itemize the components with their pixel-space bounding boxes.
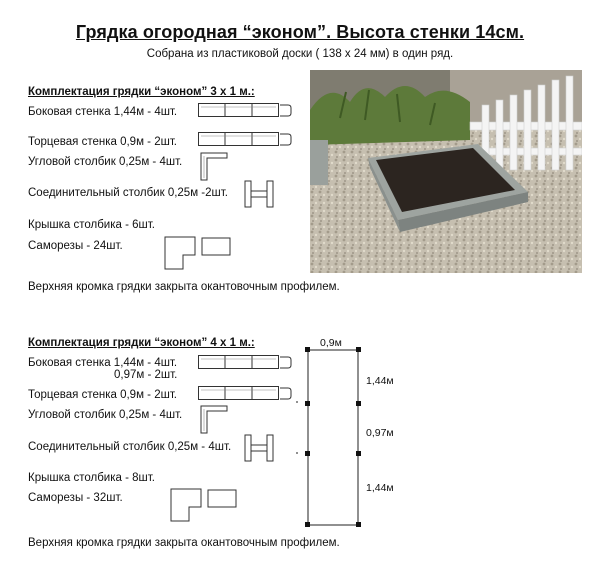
- corner-post-icon: [200, 405, 234, 435]
- connector-post-icon: [244, 180, 276, 208]
- kit2-item-screws: Саморезы - 32шт.: [28, 492, 123, 504]
- kit1-item-side-wall: Боковая стенка 1,44м - 4шт.: [28, 106, 178, 118]
- kit1-item-corner-post: Угловой столбик 0,25м - 4шт.: [28, 156, 183, 168]
- kit2-heading: Комплектация грядки “эконом” 4 х 1 м.:: [28, 337, 255, 349]
- page-subtitle: Собрана из пластиковой доски ( 138 х 24 мм) в один ряд.: [146, 48, 454, 60]
- kit2-item-post-cap: Крышка столбика - 8шт.: [28, 472, 155, 484]
- garden-bed-photo: [310, 70, 582, 273]
- kit1-item-post-cap: Крышка столбика - 6шт.: [28, 219, 155, 231]
- kit2-item-end-wall: Торцевая стенка 0,9м - 2шт.: [28, 389, 178, 401]
- end-wall-profile-icon: [198, 386, 293, 402]
- side-wall-profile-icon: [198, 355, 293, 371]
- kit1-heading: Комплектация грядки “эконом” 3 х 1 м.:: [28, 86, 255, 98]
- corner-post-icon: [200, 152, 234, 182]
- kit2-item-side-wall-short: 0,97м - 2шт.: [114, 369, 178, 381]
- plan-segment-label-1: 1,44м: [366, 375, 394, 387]
- end-wall-profile-icon: [198, 132, 293, 148]
- kit2-item-corner-post: Угловой столбик 0,25м - 4шт.: [28, 409, 183, 421]
- kit1-item-connector-post: Соединительный столбик 0,25м -2шт.: [28, 187, 228, 199]
- plan-segment-label-3: 1,44м: [366, 482, 394, 494]
- page-title: Грядка огородная “эконом”. Высота стенки 14см.: [75, 22, 525, 42]
- kit2-item-connector-post: Соединительный столбик 0,25м - 4шт.: [28, 441, 232, 453]
- kit1-footer: Верхняя кромка грядки закрыта окантовочным профилем.: [28, 281, 340, 293]
- side-wall-profile-icon: [198, 103, 293, 119]
- kit2-item-side-wall: Боковая стенка 1,44м - 4шт.: [28, 357, 178, 369]
- post-cap-icon: [164, 236, 234, 270]
- kit1-item-screws: Саморезы - 24шт.: [28, 240, 123, 252]
- kit1-item-end-wall: Торцевая стенка 0,9м - 2шт.: [28, 136, 178, 148]
- post-cap-icon: [170, 488, 240, 522]
- connector-post-icon: [244, 434, 276, 462]
- plan-width-label: 0,9м: [320, 337, 342, 349]
- kit2-footer: Верхняя кромка грядки закрыта окантовочным профилем.: [28, 537, 340, 549]
- plan-segment-label-2: 0,97м: [366, 427, 394, 439]
